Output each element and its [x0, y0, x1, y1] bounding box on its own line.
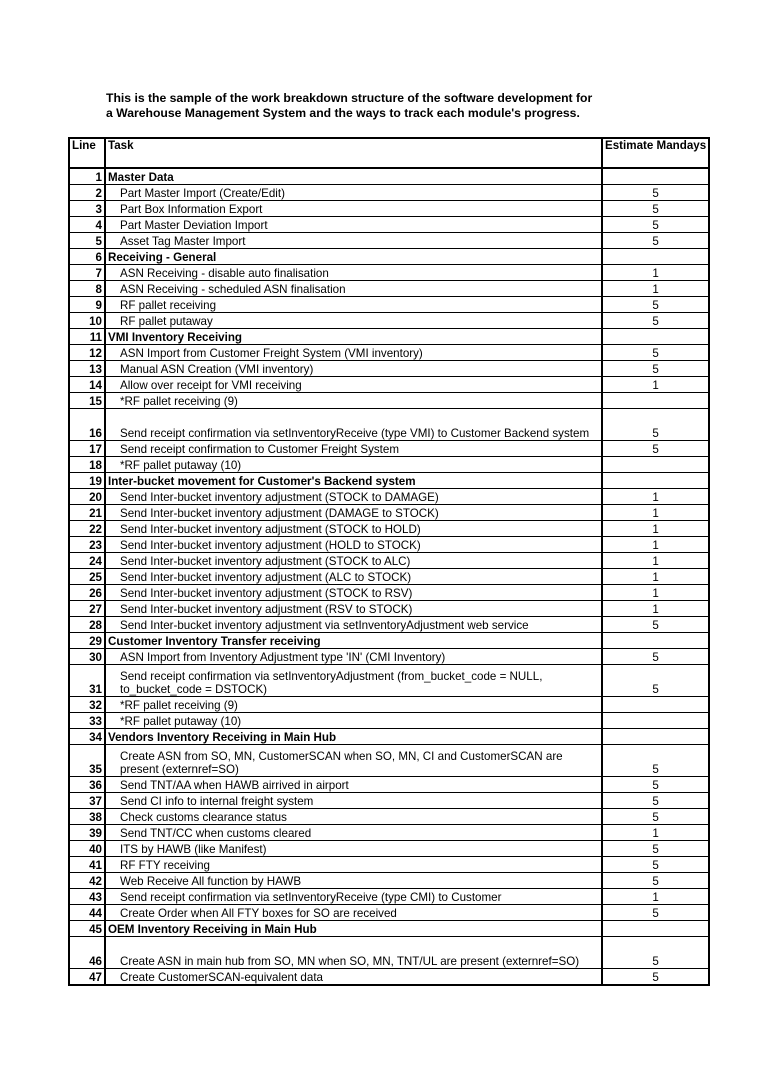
task-text: ASN Import from Inventory Adjustment type 'IN' (CMI Inventory) [120, 651, 446, 664]
row-line-number: 2 [69, 185, 105, 201]
row-task [105, 489, 602, 505]
row-estimate: 5 [602, 745, 709, 777]
task-text: Part Master Import (Create/Edit) [120, 187, 285, 200]
task-text: ASN Import from Customer Freight System (VMI inventory) [120, 347, 423, 360]
row-estimate [602, 713, 709, 729]
row-task [105, 905, 602, 921]
row-estimate: 1 [602, 377, 709, 393]
row-estimate [602, 393, 709, 409]
row-estimate: 1 [602, 489, 709, 505]
row-estimate: 5 [602, 217, 709, 233]
table-row [69, 297, 709, 313]
task-text: Manual ASN Creation (VMI inventory) [120, 363, 314, 376]
task-text: Vendors Inventory Receiving in Main Hub [108, 731, 337, 744]
row-estimate: 1 [602, 585, 709, 601]
task-text: Send Inter-bucket inventory adjustment via setInventoryAdjustment web service [120, 619, 529, 632]
row-task [105, 617, 602, 633]
table-row [69, 361, 709, 377]
table-row [69, 713, 709, 729]
row-estimate: 1 [602, 553, 709, 569]
row-estimate [602, 329, 709, 345]
intro-line-2: a Warehouse Management System and the ways to track each module's progress. [106, 106, 580, 120]
row-line-number: 11 [69, 329, 105, 345]
table-row [69, 441, 709, 457]
task-text: Create ASN from SO, MN, CustomerSCAN when SO, MN, CI and CustomerSCAN are present (externref=SO) [120, 750, 563, 776]
task-text: Send Inter-bucket inventory adjustment (STOCK to RSV) [120, 587, 413, 600]
row-task [105, 185, 602, 201]
row-line-number: 14 [69, 377, 105, 393]
row-task [105, 201, 602, 217]
task-text: Create ASN in main hub from SO, MN when SO, MN, TNT/UL are present (externref=SO) [120, 955, 580, 968]
row-task [105, 601, 602, 617]
row-estimate [602, 168, 709, 185]
task-text: RF pallet receiving [120, 299, 217, 312]
row-task [105, 873, 602, 889]
table-row [69, 233, 709, 249]
row-estimate: 1 [602, 505, 709, 521]
row-line-number: 46 [69, 937, 105, 969]
table-header-row [69, 138, 709, 168]
table-row [69, 937, 709, 969]
table-row [69, 585, 709, 601]
task-text: Master Data [108, 171, 174, 184]
header-estimate: Estimate Mandays [602, 138, 709, 168]
row-task [105, 969, 602, 986]
row-estimate [602, 729, 709, 745]
table-row [69, 601, 709, 617]
table-row [69, 345, 709, 361]
row-line-number: 19 [69, 473, 105, 489]
row-line-number: 4 [69, 217, 105, 233]
row-line-number: 40 [69, 841, 105, 857]
row-line-number: 32 [69, 697, 105, 713]
row-line-number: 3 [69, 201, 105, 217]
table-row [69, 265, 709, 281]
table-row [69, 665, 709, 697]
row-task [105, 697, 602, 713]
table-row [69, 649, 709, 665]
row-task [105, 441, 602, 457]
row-task [105, 505, 602, 521]
row-line-number: 12 [69, 345, 105, 361]
task-text: Receiving - General [108, 251, 217, 264]
task-text: Allow over receipt for VMI receiving [120, 379, 302, 392]
row-task [105, 377, 602, 393]
table-row [69, 185, 709, 201]
table-row [69, 969, 709, 986]
row-task [105, 537, 602, 553]
intro-text [106, 91, 666, 121]
row-estimate: 5 [602, 873, 709, 889]
task-text: Check customs clearance status [120, 811, 287, 824]
table-row [69, 745, 709, 777]
row-estimate: 1 [602, 601, 709, 617]
row-line-number: 30 [69, 649, 105, 665]
row-task [105, 825, 602, 841]
row-line-number: 42 [69, 873, 105, 889]
row-estimate: 5 [602, 313, 709, 329]
section-title [105, 633, 602, 649]
row-estimate: 5 [602, 409, 709, 441]
task-text: Send Inter-bucket inventory adjustment (ALC to STOCK) [120, 571, 412, 584]
row-task [105, 937, 602, 969]
section-title [105, 329, 602, 345]
row-line-number: 34 [69, 729, 105, 745]
row-task [105, 585, 602, 601]
row-task [105, 649, 602, 665]
row-line-number: 5 [69, 233, 105, 249]
row-estimate: 5 [602, 857, 709, 873]
row-task [105, 569, 602, 585]
row-task [105, 313, 602, 329]
row-estimate: 1 [602, 265, 709, 281]
row-line-number: 20 [69, 489, 105, 505]
row-estimate: 5 [602, 969, 709, 986]
row-task [105, 457, 602, 473]
row-line-number: 13 [69, 361, 105, 377]
task-text: Send receipt confirmation via setInventoryAdjustment (from_bucket_code = NULL, to_bucket_code = DSTOCK) [120, 670, 543, 696]
row-estimate: 5 [602, 201, 709, 217]
row-line-number: 29 [69, 633, 105, 649]
row-task [105, 393, 602, 409]
row-task [105, 841, 602, 857]
row-task [105, 265, 602, 281]
row-task [105, 297, 602, 313]
row-line-number: 1 [69, 168, 105, 185]
row-estimate: 1 [602, 569, 709, 585]
row-line-number: 18 [69, 457, 105, 473]
table-row [69, 857, 709, 873]
intro-line-1: This is the sample of the work breakdown structure of the software development for [106, 91, 593, 105]
row-task [105, 281, 602, 297]
section-title [105, 473, 602, 489]
row-line-number: 9 [69, 297, 105, 313]
row-line-number: 10 [69, 313, 105, 329]
row-task [105, 553, 602, 569]
section-title [105, 249, 602, 265]
task-text: Send Inter-bucket inventory adjustment (RSV to STOCK) [120, 603, 413, 616]
row-estimate: 5 [602, 345, 709, 361]
row-line-number: 31 [69, 665, 105, 697]
row-estimate: 5 [602, 937, 709, 969]
task-text: Inter-bucket movement for Customer's Backend system [108, 475, 416, 488]
section-title [105, 729, 602, 745]
row-line-number: 6 [69, 249, 105, 265]
row-estimate: 5 [602, 233, 709, 249]
task-text: *RF pallet putaway (10) [120, 459, 242, 472]
task-text: Send Inter-bucket inventory adjustment (HOLD to STOCK) [120, 539, 421, 552]
table-row [69, 217, 709, 233]
task-text: ASN Receiving - disable auto finalisation [120, 267, 329, 280]
task-text: Send TNT/CC when customs cleared [120, 827, 312, 840]
table-row [69, 841, 709, 857]
table-row [69, 553, 709, 569]
row-line-number: 23 [69, 537, 105, 553]
section-title [105, 168, 602, 185]
row-line-number: 16 [69, 409, 105, 441]
row-estimate [602, 457, 709, 473]
task-text: *RF pallet putaway (10) [120, 715, 242, 728]
table-row [69, 569, 709, 585]
section-row [69, 729, 709, 745]
row-task [105, 745, 602, 777]
row-line-number: 41 [69, 857, 105, 873]
row-estimate: 5 [602, 649, 709, 665]
section-row [69, 249, 709, 265]
table-row [69, 777, 709, 793]
row-estimate: 1 [602, 889, 709, 905]
task-text: Send receipt confirmation to Customer Freight System [120, 443, 400, 456]
table-row [69, 793, 709, 809]
table-row [69, 809, 709, 825]
table-row [69, 505, 709, 521]
header-task: Task [105, 138, 602, 168]
task-text: Asset Tag Master Import [120, 235, 246, 248]
section-row [69, 168, 709, 185]
task-text: Customer Inventory Transfer receiving [108, 635, 321, 648]
section-title [105, 921, 602, 937]
task-text: Send TNT/AA when HAWB airrived in airport [120, 779, 349, 792]
row-line-number: 15 [69, 393, 105, 409]
row-task [105, 809, 602, 825]
task-text: Part Master Deviation Import [120, 219, 268, 232]
table-row [69, 889, 709, 905]
row-line-number: 36 [69, 777, 105, 793]
row-estimate: 1 [602, 825, 709, 841]
task-text: Send Inter-bucket inventory adjustment (STOCK to HOLD) [120, 523, 421, 536]
row-line-number: 47 [69, 969, 105, 986]
row-line-number: 39 [69, 825, 105, 841]
row-line-number: 8 [69, 281, 105, 297]
task-text: Send Inter-bucket inventory adjustment (DAMAGE to STOCK) [120, 507, 439, 520]
row-line-number: 22 [69, 521, 105, 537]
row-task [105, 345, 602, 361]
row-estimate [602, 473, 709, 489]
row-line-number: 26 [69, 585, 105, 601]
table-row [69, 201, 709, 217]
row-line-number: 17 [69, 441, 105, 457]
row-estimate: 5 [602, 297, 709, 313]
table-row [69, 697, 709, 713]
table-row [69, 393, 709, 409]
task-text: Send Inter-bucket inventory adjustment (STOCK to DAMAGE) [120, 491, 439, 504]
task-text: Send CI info to internal freight system [120, 795, 314, 808]
table-row [69, 377, 709, 393]
task-text: Create CustomerSCAN-equivalent data [120, 971, 323, 984]
row-task [105, 777, 602, 793]
task-text: ITS by HAWB (like Manifest) [120, 843, 267, 856]
row-task [105, 665, 602, 697]
row-estimate: 5 [602, 617, 709, 633]
table-row [69, 457, 709, 473]
row-line-number: 27 [69, 601, 105, 617]
row-line-number: 37 [69, 793, 105, 809]
table-row [69, 521, 709, 537]
task-text: VMI Inventory Receiving [108, 331, 243, 344]
row-task [105, 217, 602, 233]
wbs-table [68, 137, 710, 986]
row-estimate [602, 633, 709, 649]
task-text: Send receipt confirmation via setInventoryReceive (type VMI) to Customer Backend system [120, 427, 590, 440]
task-text: Part Box Information Export [120, 203, 263, 216]
row-estimate: 5 [602, 441, 709, 457]
row-task [105, 793, 602, 809]
row-line-number: 25 [69, 569, 105, 585]
task-text: ASN Receiving - scheduled ASN finalisation [120, 283, 346, 296]
row-line-number: 35 [69, 745, 105, 777]
task-text: Send receipt confirmation via setInventoryReceive (type CMI) to Customer [120, 891, 502, 904]
row-estimate: 5 [602, 905, 709, 921]
section-row [69, 473, 709, 489]
section-row [69, 633, 709, 649]
row-line-number: 21 [69, 505, 105, 521]
row-estimate: 5 [602, 793, 709, 809]
task-text: OEM Inventory Receiving in Main Hub [108, 923, 317, 936]
row-task [105, 361, 602, 377]
table-row [69, 873, 709, 889]
section-row [69, 921, 709, 937]
table-row [69, 409, 709, 441]
row-line-number: 33 [69, 713, 105, 729]
task-text: RF FTY receiving [120, 859, 210, 872]
row-estimate: 1 [602, 281, 709, 297]
task-text: *RF pallet receiving (9) [120, 395, 238, 408]
row-estimate: 5 [602, 665, 709, 697]
row-estimate: 5 [602, 361, 709, 377]
row-estimate: 5 [602, 841, 709, 857]
row-line-number: 43 [69, 889, 105, 905]
table-row [69, 281, 709, 297]
row-estimate [602, 921, 709, 937]
row-line-number: 38 [69, 809, 105, 825]
row-estimate: 1 [602, 521, 709, 537]
row-estimate: 5 [602, 809, 709, 825]
row-line-number: 7 [69, 265, 105, 281]
row-task [105, 713, 602, 729]
row-line-number: 28 [69, 617, 105, 633]
row-estimate [602, 249, 709, 265]
row-estimate: 5 [602, 185, 709, 201]
row-task [105, 889, 602, 905]
section-row [69, 329, 709, 345]
table-row [69, 537, 709, 553]
task-text: Web Receive All function by HAWB [120, 875, 302, 888]
table-row [69, 489, 709, 505]
row-task [105, 521, 602, 537]
table-row [69, 313, 709, 329]
row-line-number: 44 [69, 905, 105, 921]
row-estimate: 1 [602, 537, 709, 553]
row-task [105, 409, 602, 441]
row-estimate [602, 697, 709, 713]
row-task [105, 233, 602, 249]
table-row [69, 617, 709, 633]
row-estimate: 5 [602, 777, 709, 793]
table-row [69, 825, 709, 841]
task-text: Create Order when All FTY boxes for SO are received [120, 907, 397, 920]
task-text: RF pallet putaway [120, 315, 213, 328]
task-text: Send Inter-bucket inventory adjustment (STOCK to ALC) [120, 555, 411, 568]
header-line: Line [69, 138, 105, 168]
row-line-number: 24 [69, 553, 105, 569]
task-text: *RF pallet receiving (9) [120, 699, 238, 712]
row-task [105, 857, 602, 873]
row-line-number: 45 [69, 921, 105, 937]
table-row [69, 905, 709, 921]
